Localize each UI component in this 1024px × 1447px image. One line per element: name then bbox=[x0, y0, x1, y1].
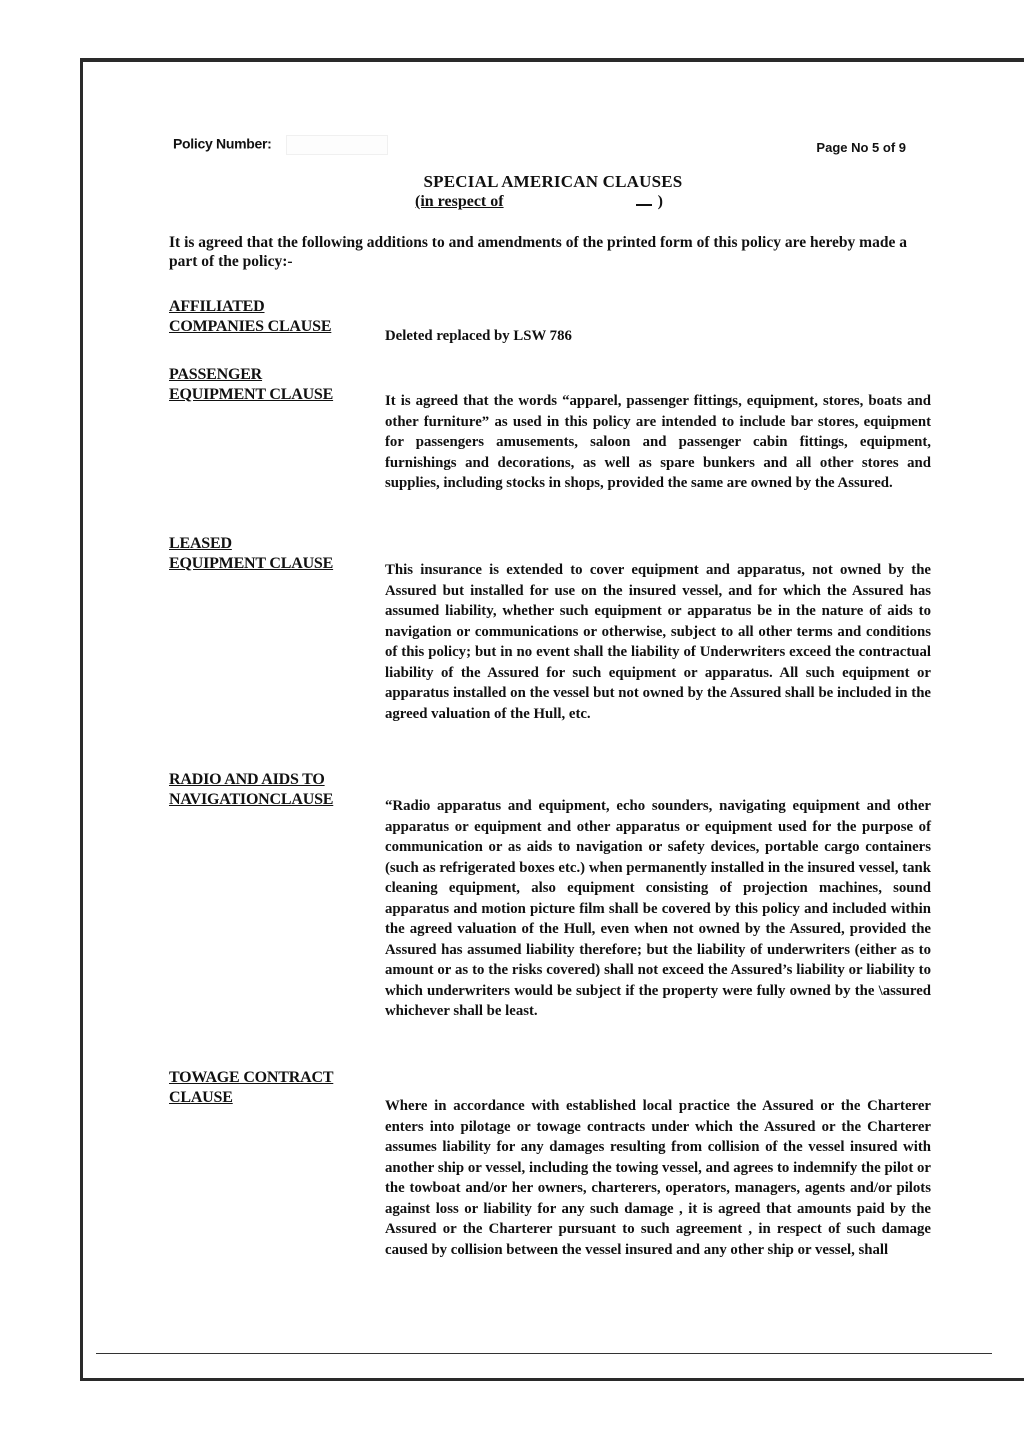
clause-text-leased-equipment: This insurance is extended to cover equipment and apparatus, not owned by the Assured but installed for use on the insured vessel, and for which the Assured has assumed liability, whether such equipment or apparatus be in the nature of aids to navigation or communications or otherwise, subject to all other terms and conditions of this policy; but in no event shall the liability of Underwriters exceed the contractual liability of the Assured for such equipment or apparatus. All such equipment or apparatus installed on the vessel but not owned by the Assured shall be included in the agreed valuation of the Hull, etc. bbox=[385, 562, 931, 722]
clause-heading-passenger-equipment bbox=[169, 365, 333, 405]
subtitle-suffix: ) bbox=[657, 193, 663, 210]
clause-heading-leased-equipment bbox=[169, 534, 333, 574]
clause-heading-line: COMPANIES CLAUSE bbox=[169, 318, 332, 335]
scan-border-top bbox=[80, 58, 1024, 62]
policy-number-label: Policy Number: bbox=[173, 135, 272, 152]
clause-heading-towage-contract bbox=[169, 1068, 333, 1108]
subtitle-underline bbox=[636, 204, 652, 206]
clause-text-affiliated: Deleted replaced by LSW 786 bbox=[385, 328, 572, 344]
document-subtitle bbox=[415, 193, 663, 211]
scan-border-bottom bbox=[80, 1378, 1024, 1381]
policy-number-header bbox=[173, 135, 388, 155]
subtitle-redacted bbox=[504, 205, 636, 206]
clause-heading-line: LEASED bbox=[169, 535, 232, 552]
clause-heading-line: EQUIPMENT CLAUSE bbox=[169, 555, 334, 572]
scan-border-left bbox=[80, 58, 83, 1381]
clause-text-passenger-equipment: It is agreed that the words “apparel, passenger fittings, equipment, stores, boats and other furniture” as used in this policy are intended to include bar stores, equipment for passengers amusements, saloon and passenger cabin fittings, equipment, furnishings and decorations, as well as spare bunkers and all other stores and supplies, including stocks in shops, provided the same are owned by the Assured. bbox=[385, 393, 931, 491]
clause-heading-line: AFFILIATED bbox=[169, 298, 265, 315]
clause-heading-line: PASSENGER bbox=[169, 366, 263, 383]
clause-heading-line: NAVIGATIONCLAUSE bbox=[169, 791, 334, 808]
subtitle-prefix: (in respect of bbox=[415, 193, 504, 210]
clause-text-towage-contract: Where in accordance with established local practice the Assured or the Charterer enters into pilotage or towage contracts under which the Assured or the Charterer assumes liability for any damages resulting from collision of the vessel insured with another ship or vessel, including the towing vessel, and agrees to indemnify the pilot or the towboat and/or her owners, charterers, operators, managers, agents and/or pilots against loss or liability for any such damage , it is agreed that amounts paid by the Assured or the Charterer pursuant to such agreement , in respect of such damage caused by collision between the vessel insured and any other ship or vessel, shall bbox=[385, 1098, 931, 1258]
policy-number-redacted bbox=[286, 135, 388, 155]
intro-paragraph: It is agreed that the following additions to and amendments of the printed form of this policy are hereby made a part of the policy:- bbox=[169, 234, 907, 270]
clause-heading-line: EQUIPMENT CLAUSE bbox=[169, 386, 334, 403]
document-title: SPECIAL AMERICAN CLAUSES bbox=[423, 172, 683, 191]
clause-heading-line: TOWAGE CONTRACT bbox=[169, 1069, 334, 1086]
clause-heading-radio-navigation bbox=[169, 770, 333, 810]
footer-rule bbox=[96, 1353, 992, 1354]
clause-heading-line: CLAUSE bbox=[169, 1089, 233, 1106]
page-number: Page No 5 of 9 bbox=[816, 140, 906, 155]
clause-heading-line: RADIO AND AIDS TO bbox=[169, 771, 325, 788]
clause-heading-affiliated bbox=[169, 297, 331, 337]
clause-text-radio-navigation: “Radio apparatus and equipment, echo sounders, navigating equipment and other apparatus or equipment and other apparatus or equipment used for the purpose of communication or as aids to navigation or safety devices, portable cargo containers (such as refrigerated boxes etc.) when permanently installed in the insured vessel, tank cleaning equipment, also equipment consisting of projection machines, sound apparatus and motion picture film shall be covered by this policy and included within the agreed valuation of the Hull, even when not owned by the Assured, provided the Assured has assumed liability therefore; but the liability of underwriters (either as to amount or as to the risks covered) shall not exceed the Assured’s liability or liability to which underwriters would be subject if the property were fully owned by the \assured whichever shall be least. bbox=[385, 798, 931, 1019]
